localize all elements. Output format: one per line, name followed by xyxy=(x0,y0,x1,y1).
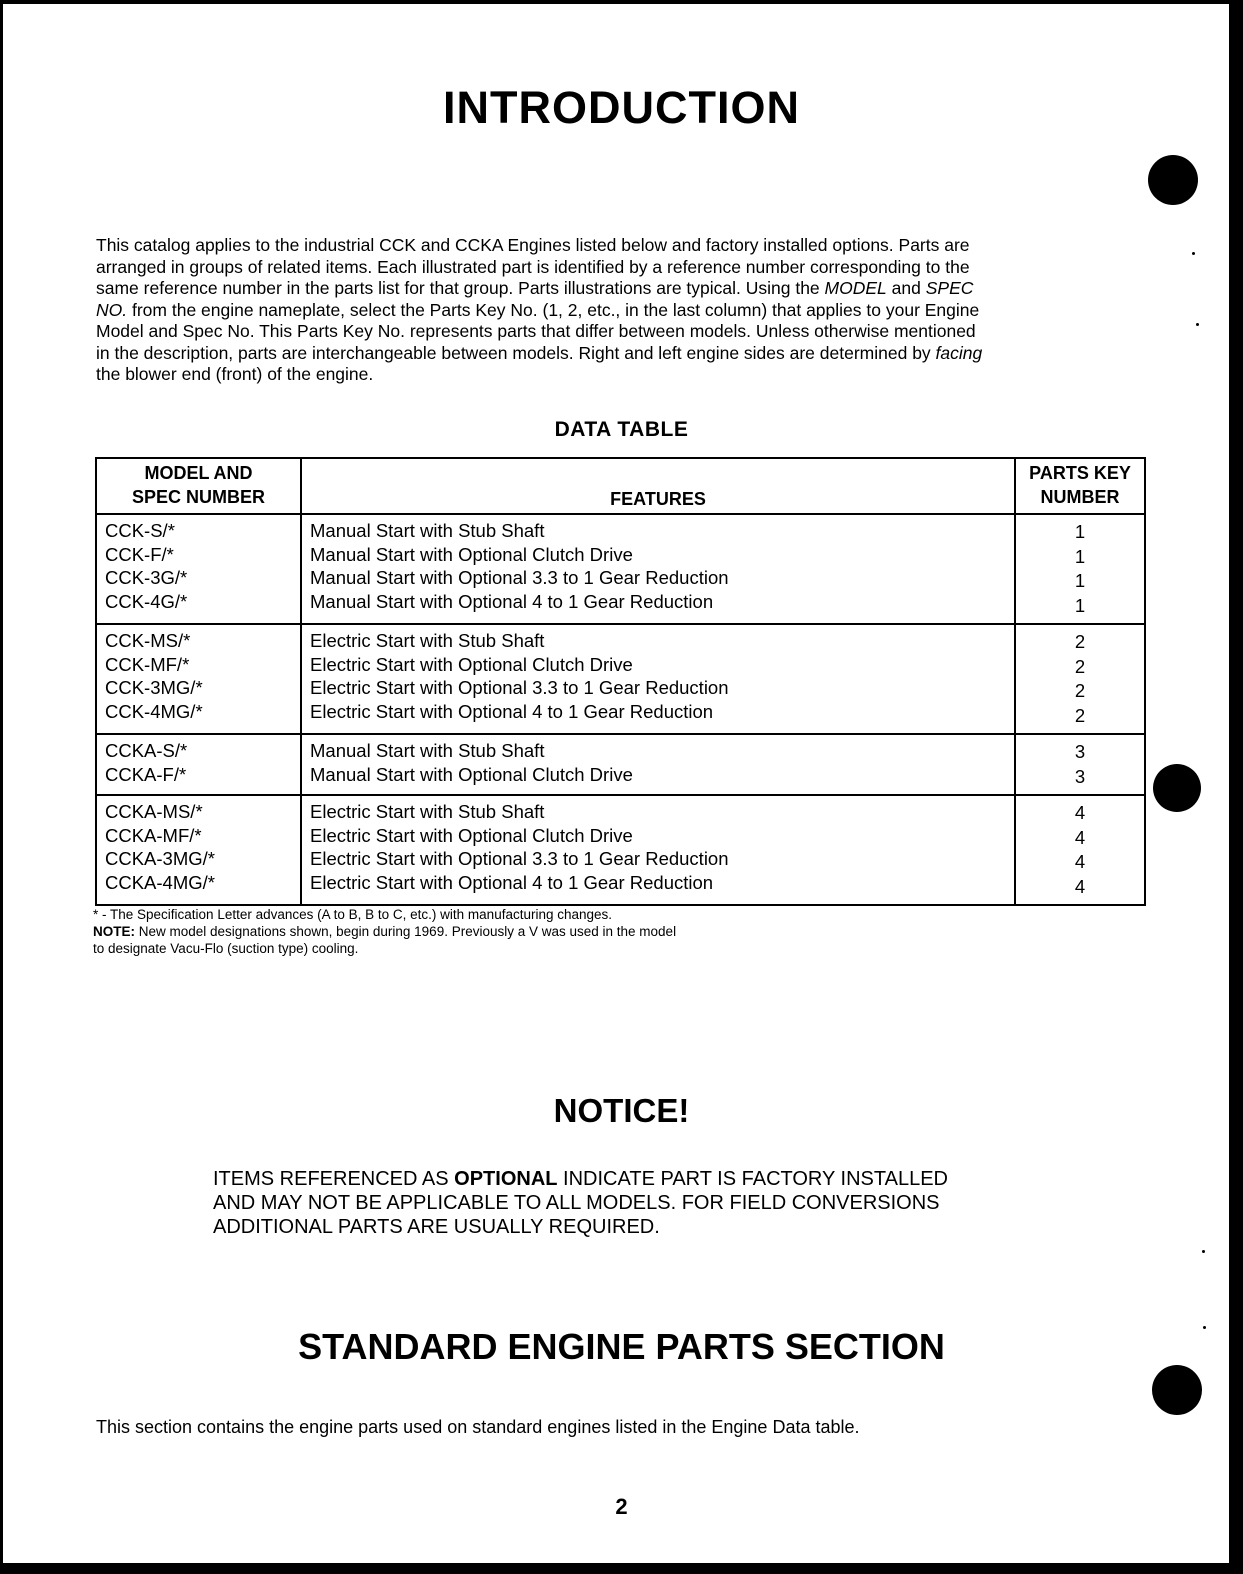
features-cell: Electric Start with Stub Shaft Electric Start with Optional Clutch Drive Electric Start with Optional 3.3 to 1 Gear Reduction Electric Start with Optional 4 to 1 Gear Reduction xyxy=(301,624,1015,734)
features-cell: Manual Start with Stub Shaft Manual Start with Optional Clutch Drive xyxy=(301,734,1015,795)
parts-key-cell: 2 2 2 2 xyxy=(1015,624,1145,734)
data-table-title: DATA TABLE xyxy=(554,418,689,441)
page-number: 2 xyxy=(615,1494,628,1519)
scan-border-top xyxy=(0,0,1243,4)
parts-key-cell: 3 3 xyxy=(1015,734,1145,795)
standard-parts-description: This section contains the engine parts used on standard engines listed in the Engine Data table. xyxy=(96,1417,860,1437)
intro-line: Model and Spec No. This Parts Key No. represents parts that differ between models. Unless otherwise mentioned xyxy=(96,321,976,341)
parts-key-cell: 1 1 1 1 xyxy=(1015,514,1145,624)
column-header-features: FEATURES xyxy=(301,458,1015,514)
notice-heading: NOTICE! xyxy=(553,1092,690,1129)
scan-speck xyxy=(1202,1250,1205,1253)
table-row xyxy=(96,734,1145,795)
scan-border-bottom xyxy=(0,1563,1243,1574)
table-footnote xyxy=(93,906,893,957)
binder-hole-top xyxy=(1148,155,1198,205)
scan-speck xyxy=(1192,252,1195,255)
column-header-model: MODEL AND SPEC NUMBER xyxy=(96,458,301,514)
features-cell: Manual Start with Stub Shaft Manual Start with Optional Clutch Drive Manual Start with Optional 3.3 to 1 Gear Reduction Manual Start with Optional 4 to 1 Gear Reduction xyxy=(301,514,1015,624)
features-cell: Electric Start with Stub Shaft Electric Start with Optional Clutch Drive Electric Start with Optional 3.3 to 1 Gear Reduction Electric Start with Optional 4 to 1 Gear Reduction xyxy=(301,795,1015,905)
model-designation-note-cont: to designate Vacu-Flo (suction type) cooling. xyxy=(93,941,359,956)
model-cell: CCK-MS/* CCK-MF/* CCK-3MG/* CCK-4MG/* xyxy=(96,624,301,734)
model-cell: CCKA-S/* CCKA-F/* xyxy=(96,734,301,795)
intro-line: in the description, parts are interchangeable between models. Right and left engine sides are determined by facing xyxy=(96,342,983,363)
standard-parts-heading: STANDARD ENGINE PARTS SECTION xyxy=(298,1326,945,1367)
intro-line: arranged in groups of related items. Each illustrated part is identified by a reference number corresponding to the xyxy=(96,256,970,277)
table-row xyxy=(96,624,1145,734)
scan-speck xyxy=(1196,323,1199,326)
table-row xyxy=(96,795,1145,905)
intro-line: This catalog applies to the industrial CCK and CCKA Engines listed below and factory installed options. Parts are xyxy=(96,235,970,255)
intro-line: same reference number in the parts list for that group. Parts illustrations are typical. Using the MODEL and SPEC xyxy=(96,278,974,298)
model-designation-note: NOTE: New model designations shown, begin during 1969. Previously a V was used in the model xyxy=(93,924,677,939)
intro-paragraph xyxy=(96,235,1146,386)
binder-hole-middle xyxy=(1153,764,1201,812)
parts-key-cell: 4 4 4 4 xyxy=(1015,795,1145,905)
binder-hole-bottom xyxy=(1152,1365,1202,1415)
introduction-heading: INTRODUCTION xyxy=(443,82,800,133)
table-header-row xyxy=(96,458,1145,514)
intro-line: the blower end (front) of the engine. xyxy=(96,364,374,384)
intro-line: NO. from the engine nameplate, select the Parts Key No. (1, 2, etc., in the last column) that applies to your Engine xyxy=(96,299,980,320)
model-cell: CCK-S/* CCK-F/* CCK-3G/* CCK-4G/* xyxy=(96,514,301,624)
model-cell: CCKA-MS/* CCKA-MF/* CCKA-3MG/* CCKA-4MG/* xyxy=(96,795,301,905)
data-table xyxy=(95,457,1146,906)
notice-body: ITEMS REFERENCED AS OPTIONAL INDICATE PART IS FACTORY INSTALLED AND MAY NOT BE APPLICABLE TO ALL MODELS. FOR FIELD CONVERSIONS ADDITIONAL PARTS ARE USUALLY REQUIRED. xyxy=(213,1168,948,1238)
column-header-parts-key: PARTS KEY NUMBER xyxy=(1015,458,1145,514)
table-row xyxy=(96,514,1145,624)
spec-letter-footnote: * - The Specification Letter advances (A to B, B to C, etc.) with manufacturing changes. xyxy=(93,907,613,922)
